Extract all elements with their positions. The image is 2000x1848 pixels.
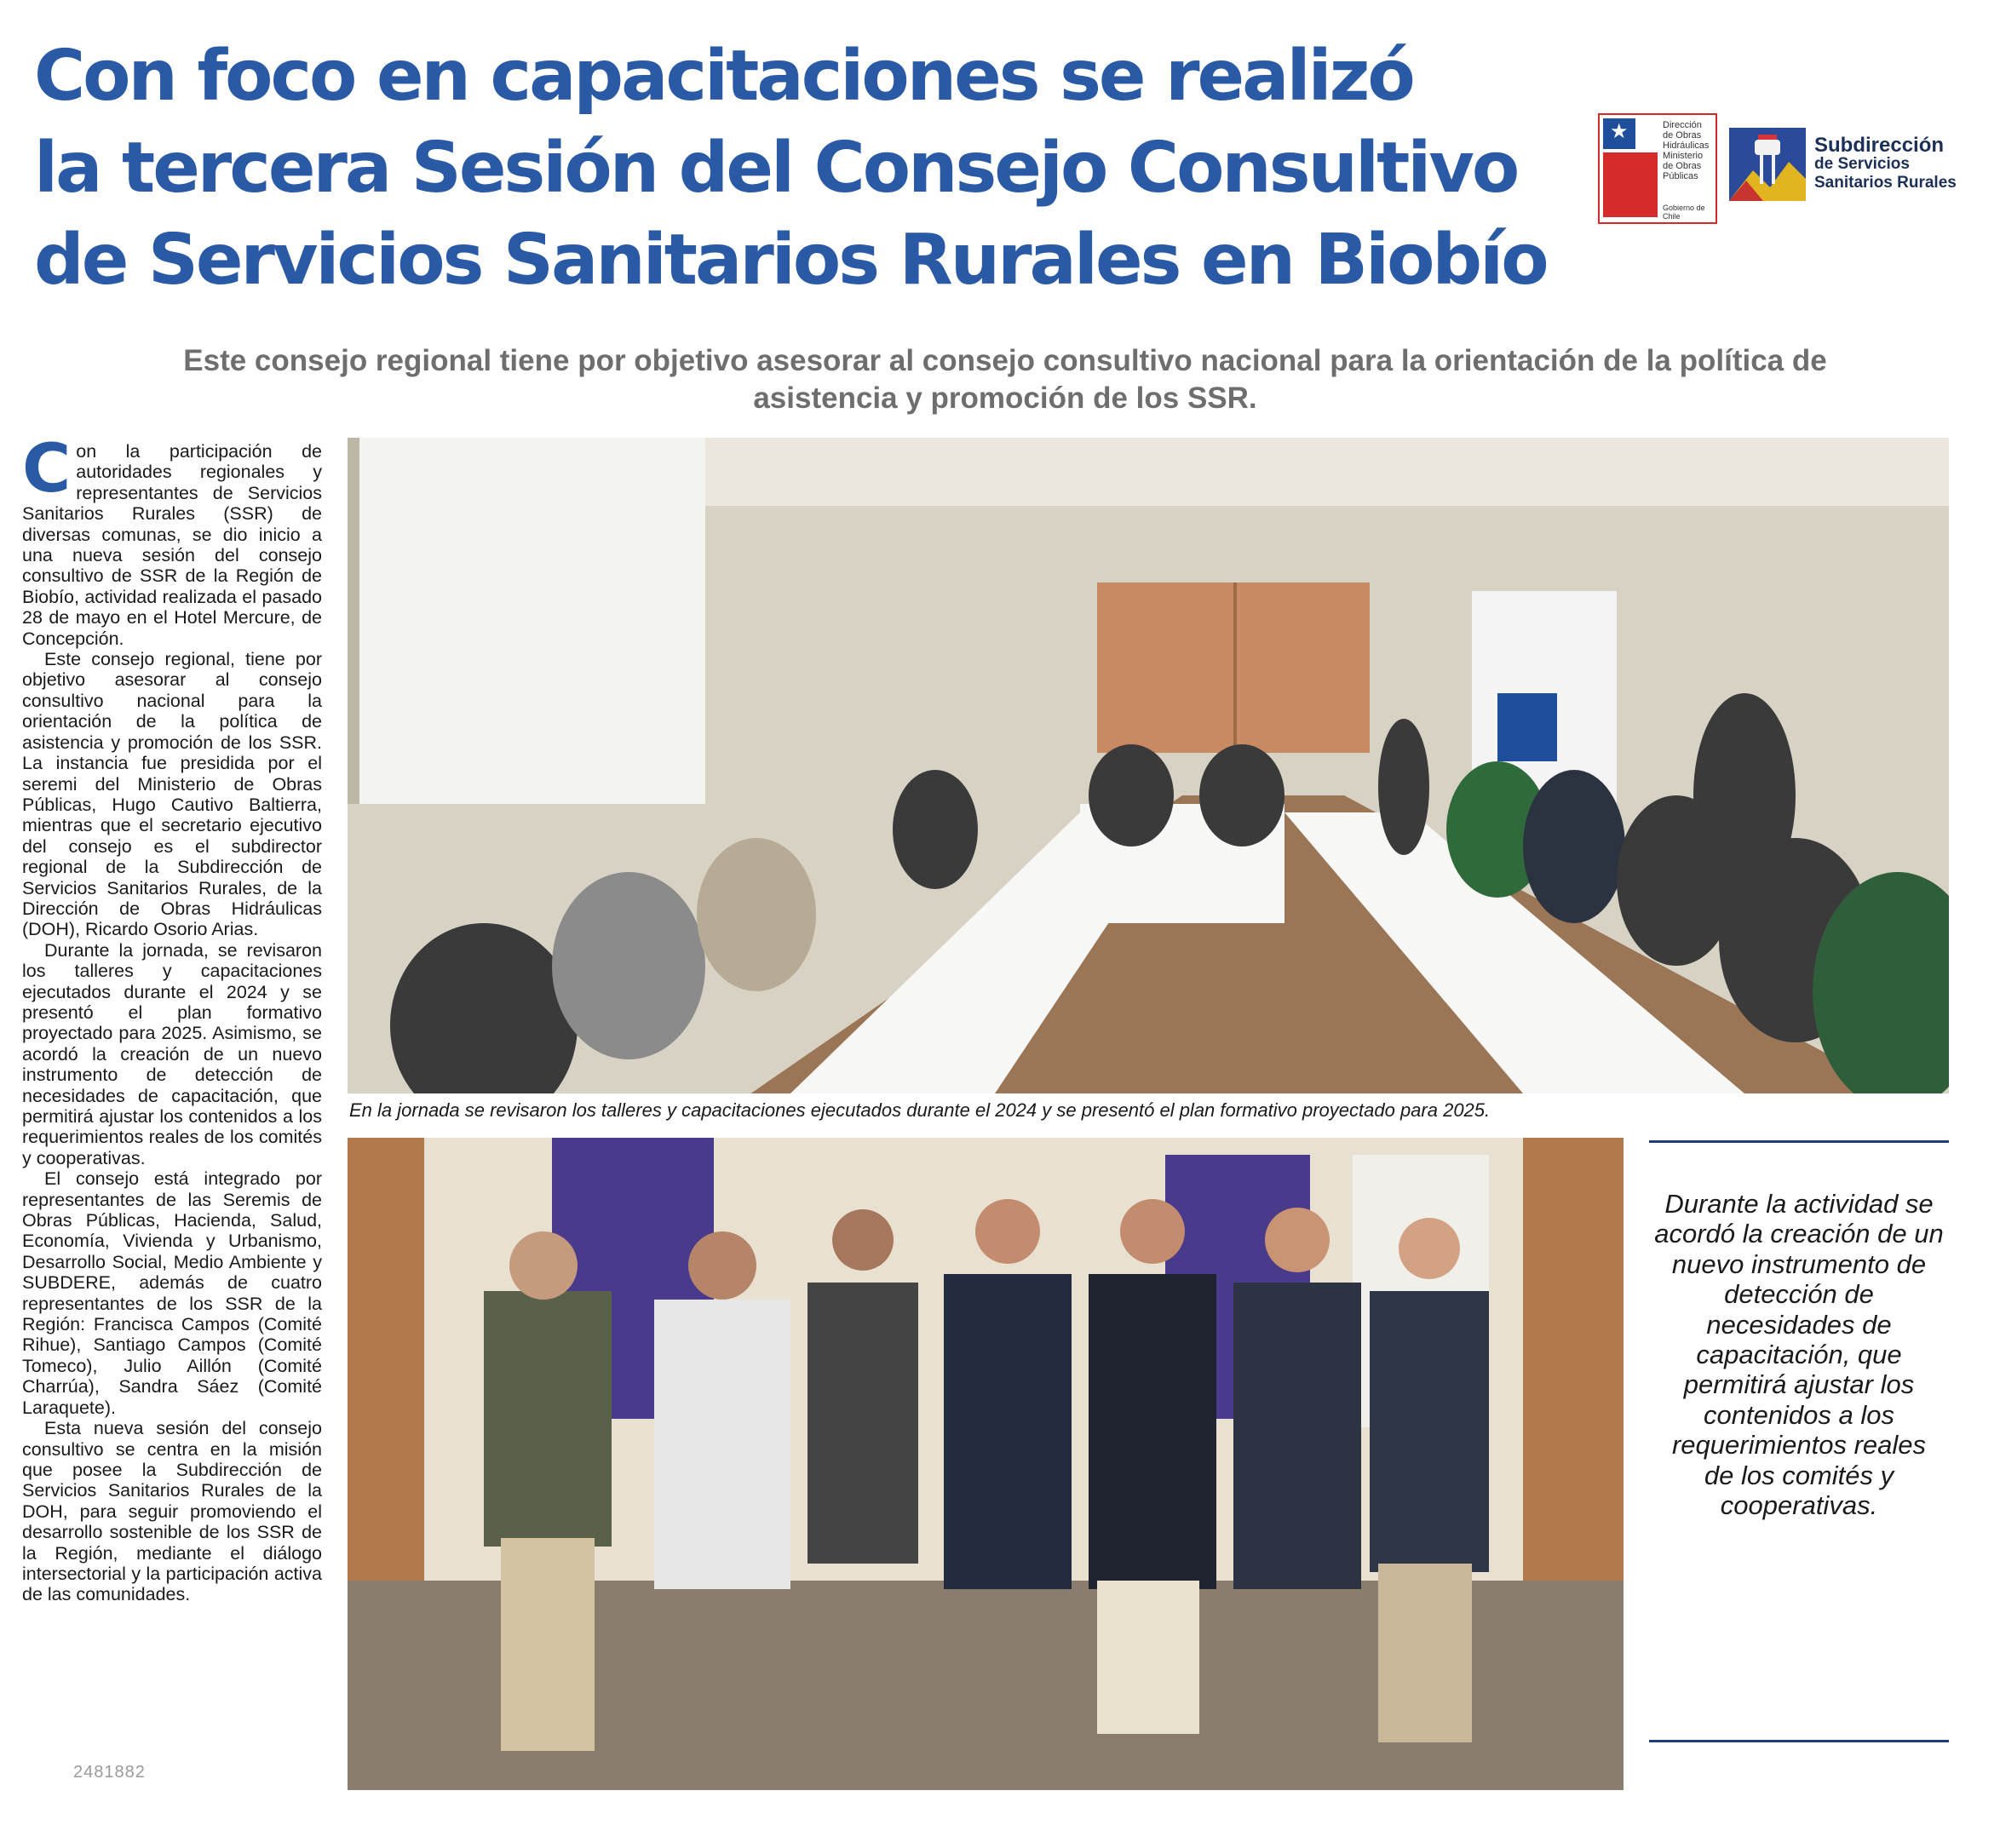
pullquote-top-rule <box>1649 1140 1949 1143</box>
pullquote-bottom-rule <box>1649 1740 1949 1742</box>
headline-line-3: de Servicios Sanitarios Rurales en Biobío <box>34 220 1547 301</box>
drop-cap: C <box>22 431 72 508</box>
star-icon: ★ <box>1610 120 1629 143</box>
group-photo-image <box>348 1138 1624 1790</box>
subtitle-line-2: asistencia y promoción de los SSR. <box>753 382 1257 415</box>
subtitle-line-1: Este consejo regional tiene por objetivo asesorar al consejo consultivo nacional para la orientación de la política de <box>183 344 1827 377</box>
photo-caption: En la jornada se revisaron los talleres y capacitaciones ejecutados durante el 2024 y se presentó el plan formativo proyectado para 2025. <box>349 1099 1491 1121</box>
body-paragraph-3: Durante la jornada, se revisaron los talleres y capacitaciones ejecutados durante el 2024 y se presentó el plan formativo proyectado para 2025. Asimismo, se acordó la creación de un nuevo instrumento de detección de necesidades de capacitación, que permitirá ajustar los contenidos a los requerimientos reales de los comités y cooperativas. <box>22 939 322 1168</box>
headline <box>34 31 1567 307</box>
ssr-logo <box>1729 128 1976 209</box>
gov-logo-footer: Gobierno de Chile <box>1663 204 1705 221</box>
logo-red-band <box>1603 152 1658 217</box>
gobierno-de-chile-logo <box>1598 113 1717 224</box>
pullquote: Durante la actividad se acordó la creación de un nuevo instrumento de detección de necesidades de capacitación, que permitirá ajustar los contenidos a los requerimientos reales de los comités y cooperativas. <box>1654 1189 1944 1521</box>
headline-line-1: Con foco en capacitaciones se realizó <box>34 36 1413 117</box>
water-tower-icon <box>1729 128 1806 201</box>
ssr-logo-text: Subdirección de Servicios Sanitarios Rurales <box>1814 134 1957 192</box>
meeting-photo-image <box>348 438 1949 1093</box>
article-body <box>22 431 322 1605</box>
subtitle <box>170 342 1840 417</box>
meeting-photo <box>348 438 1949 1093</box>
headline-line-2: la tercera Sesión del Consejo Consultivo <box>34 128 1518 209</box>
gov-logo-text: Dirección de Obras Hidráulicas Ministerio de Obras Públicas <box>1663 120 1710 181</box>
group-photo <box>348 1138 1624 1790</box>
page-code: 2481882 <box>73 1763 146 1782</box>
body-paragraph-4: El consejo está integrado por representantes de las Seremis de Obras Públicas, Hacienda, Salud, Economía, Vivienda y Urbanismo, Desarrollo Social, Medio Ambiente y SUBDERE, además de cuatro representantes de los SSR de la Región: Francisca Campos (Comité Rihue), Santiago Campos (Comité Tomeco), Julio Aillón (Comité Charrúa), Sandra Sáez (Comité Laraquete). <box>22 1168 322 1418</box>
body-paragraph-1: Con la participación de autoridades regionales y representantes de Servicios Sanitarios Rurales (SSR) de diversas comunas, se dio inicio a una nueva sesión del consejo consultivo de SSR de la Región de Biobío, actividad realizada el pasado 28 de mayo en el Hotel Mercure, de Concepción. <box>22 431 322 649</box>
body-paragraph-5: Esta nueva sesión del consejo consultivo se centra en la misión que posee la Subdirección de Servicios Sanitarios Rurales de la DOH, para seguir promoviendo el desarrollo sostenible de los SSR de la Región, mediante el diálogo intersectorial y la participación activa de las comunidades. <box>22 1418 322 1605</box>
body-paragraph-2: Este consejo regional, tiene por objetivo asesorar al consejo consultivo nacional para la orientación de la política de asistencia y promoción de los SSR. La instancia fue presidida por el seremi del Ministerio de Obras Públicas, Hugo Cautivo Baltierra, mientras que el secretario ejecutivo del consejo es el subdirector regional de la Subdirección de Servicios Sanitarios Rurales, de la Dirección de Obras Hidráulicas (DOH), Ricardo Osorio Arias. <box>22 649 322 940</box>
